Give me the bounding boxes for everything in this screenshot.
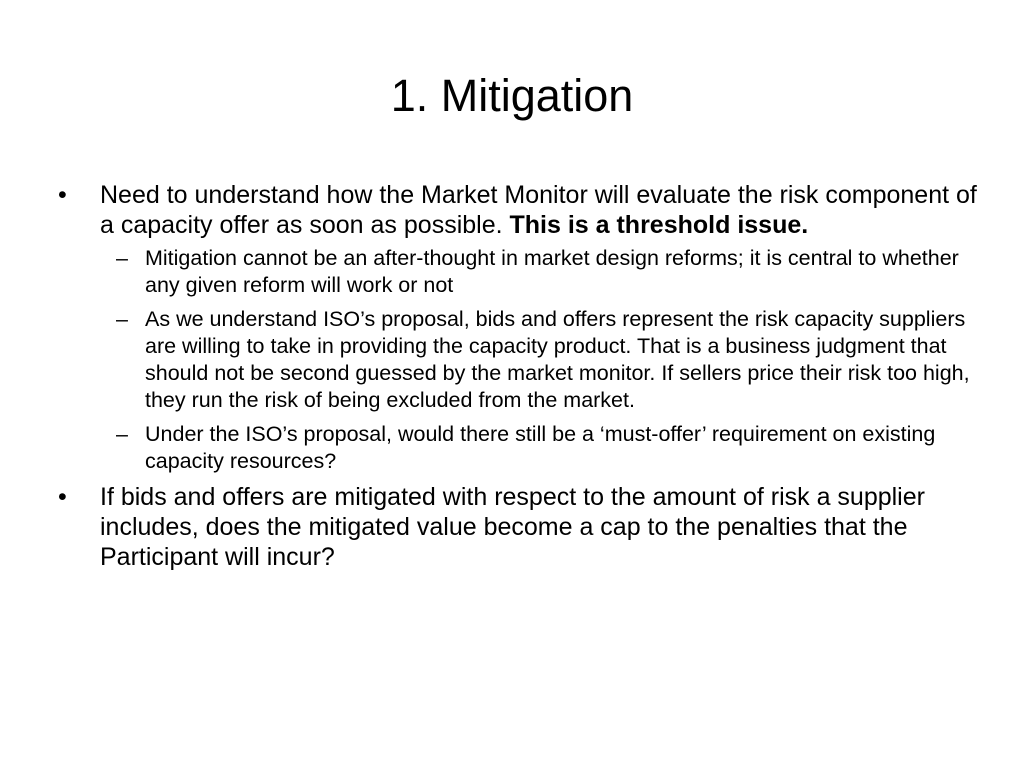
sub-bullet-text: Mitigation cannot be an after-thought in market design reforms; it is central to whether any given reform will work or not: [145, 246, 959, 297]
dash-icon: –: [116, 246, 128, 270]
bullet-text: Need to understand how the Market Monitor will evaluate the risk component of a capacity offer as soon as possible.: [100, 181, 977, 239]
dash-icon: –: [116, 307, 128, 331]
bullet-item: [54, 482, 984, 572]
sub-bullet-item: [54, 245, 984, 299]
slide-content: [54, 180, 984, 575]
dash-icon: –: [116, 422, 128, 446]
bullet-bold-text: This is a threshold issue.: [509, 211, 809, 239]
sub-bullet-list: [54, 245, 984, 475]
sub-bullet-text: Under the ISO’s proposal, would there still be a ‘must-offer’ requirement on existing capacity resources?: [145, 422, 936, 473]
bullet-item: [54, 180, 984, 240]
bullet-icon: •: [58, 181, 67, 209]
sub-bullet-text: As we understand ISO’s proposal, bids and offers represent the risk capacity suppliers are willing to take in providing the capacity product. That is a business judgment that should not be second guessed by the market monitor. If sellers price their risk too high, they run the risk of being excluded from the market.: [145, 307, 970, 412]
bullet-icon: •: [58, 483, 67, 511]
sub-bullet-item: [54, 421, 984, 475]
slide-title: 1. Mitigation: [390, 70, 634, 121]
sub-bullet-item: [54, 306, 984, 414]
bullet-text: If bids and offers are mitigated with respect to the amount of risk a supplier includes, does the mitigated value become a cap to the penalties that the Participant will incur?: [100, 483, 925, 571]
